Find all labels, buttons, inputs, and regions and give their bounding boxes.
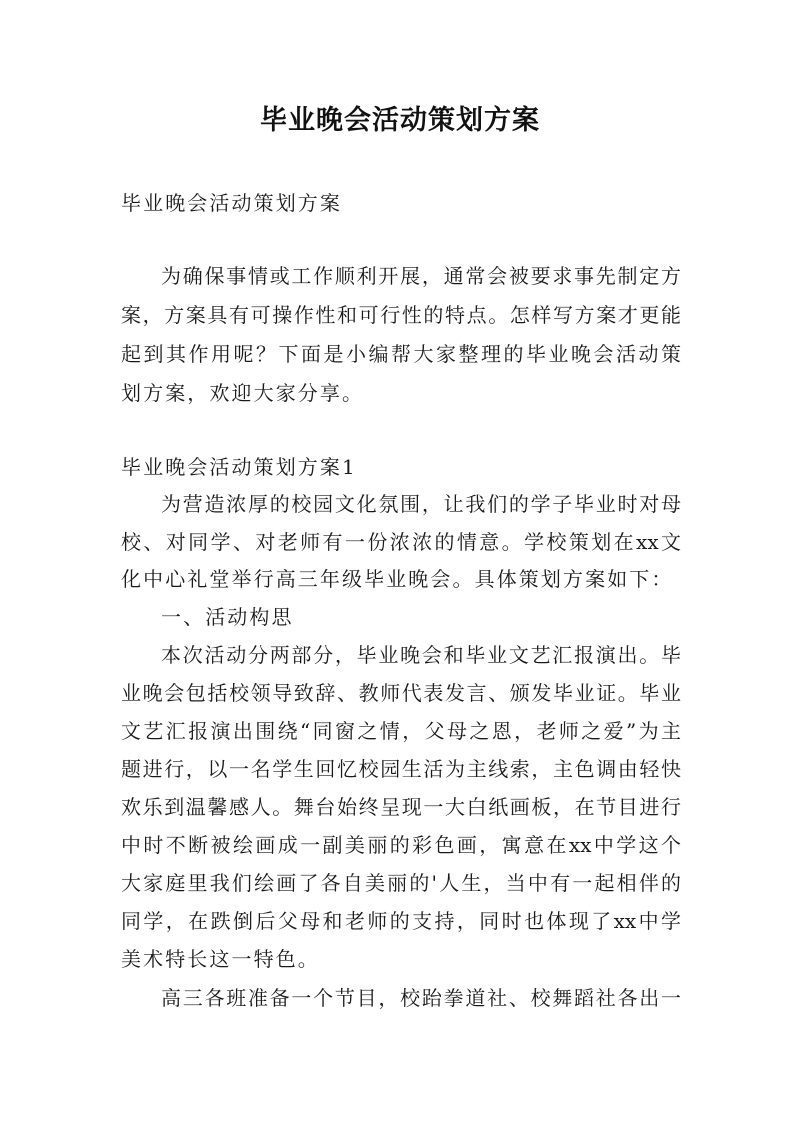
para2-line-8: 同学，在跌倒后父母和老师的支持，同时也体现了xx中学	[121, 909, 681, 933]
para1-line-1: 为营造浓厚的校园文化氛围，让我们的学子毕业时对母	[161, 492, 681, 516]
para2-line-3: 文艺汇报演出围绕“同窗之情，父母之恩，老师之爱”为主	[121, 719, 681, 743]
document-title: 毕业晚会活动策划方案	[260, 105, 540, 136]
para2-line-4: 题进行，以一名学生回忆校园生活为主线索，主色调由轻快	[121, 757, 681, 781]
para2-line-5: 欢乐到温馨感人。舞台始终呈现一大白纸画板，在节目进行	[121, 795, 681, 819]
para2-line-7: 大家庭里我们绘画了各自美丽的'人生，当中有一起相伴的	[121, 871, 681, 895]
intro-line-4: 划方案，欢迎大家分享。	[121, 381, 365, 405]
document-subtitle: 毕业晚会活动策划方案	[121, 191, 342, 215]
para2-line-2: 业晚会包括校领导致辞、教师代表发言、颁发毕业证。毕业	[121, 681, 681, 705]
para2-line-6: 中时不断被绘画成一副美丽的彩色画，寓意在xx中学这个	[121, 833, 681, 857]
intro-line-1: 为确保事情或工作顺利开展，通常会被要求事先制定方	[161, 264, 681, 288]
intro-line-3: 起到其作用呢？下面是小编帮大家整理的毕业晚会活动策	[121, 342, 681, 366]
para1-line-3: 化中心礼堂举行高三年级毕业晚会。具体策划方案如下：	[121, 567, 674, 591]
para2-line-1: 本次活动分两部分，毕业晚会和毕业文艺汇报演出。毕	[161, 643, 681, 667]
intro-line-2: 案，方案具有可操作性和可行性的特点。怎样写方案才更能	[121, 303, 681, 327]
para3-line-1: 高三各班准备一个节目，校跆拳道社、校舞蹈社各出一	[161, 986, 681, 1010]
section-heading: 毕业晚会活动策划方案1	[121, 455, 357, 479]
heading-activity-concept: 一、活动构思	[161, 605, 294, 629]
para1-line-2: 校、对同学、对老师有一份浓浓的情意。学校策划在xx文	[121, 530, 681, 554]
para2-line-9: 美术特长这一特色。	[121, 947, 320, 971]
